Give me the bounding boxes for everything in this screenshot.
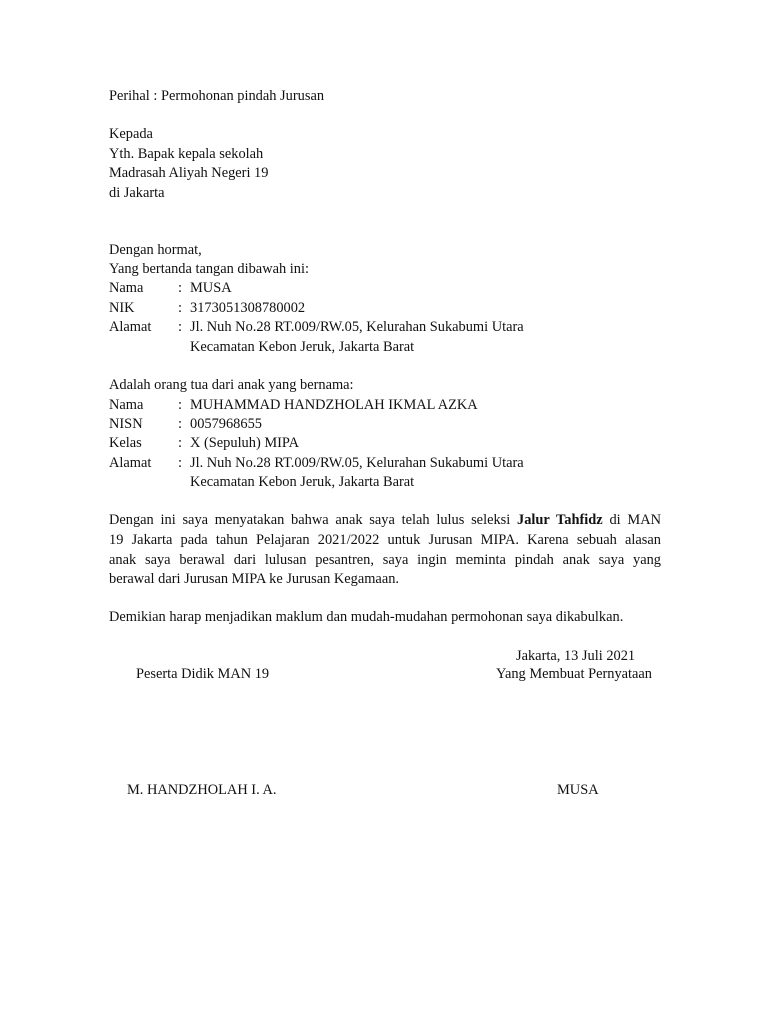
- child-kelas-value: X (Sepuluh) MIPA: [190, 435, 300, 451]
- recipient-kepada: Kepada: [109, 126, 153, 142]
- parent-nik-label: NIK: [109, 300, 135, 316]
- colon: :: [178, 416, 182, 432]
- parent-nama-label: Nama: [109, 280, 144, 296]
- child-alamat-line1: Jl. Nuh No.28 RT.009/RW.05, Kelurahan Sukabumi Utara: [190, 455, 524, 471]
- salutation: Dengan hormat,: [109, 242, 202, 258]
- body-paragraph: [109, 511, 661, 590]
- body-bold-jalur: Jalur Tahfidz: [517, 512, 603, 528]
- body-line-4: berawal dari Jurusan MIPA ke Jurusan Kegamaan.: [109, 571, 400, 588]
- child-nisn-label: NISN: [109, 416, 143, 432]
- child-alamat-line2: Kecamatan Kebon Jeruk, Jakarta Barat: [190, 474, 415, 490]
- colon: :: [178, 300, 182, 316]
- parent-alamat-line2: Kecamatan Kebon Jeruk, Jakarta Barat: [190, 339, 415, 355]
- signature-right-role: Yang Membuat Pernyataan: [496, 666, 653, 682]
- body-line-3: anak saya berawal dari lulusan pesantren, saya ingin meminta pindah anak saya yang: [109, 551, 661, 568]
- recipient-school: Madrasah Aliyah Negeri 19: [109, 165, 269, 181]
- colon: :: [178, 280, 182, 296]
- colon: :: [178, 397, 182, 413]
- recipient-city: di Jakarta: [109, 185, 165, 201]
- child-alamat-label: Alamat: [109, 455, 152, 471]
- child-nama-value: MUHAMMAD HANDZHOLAH IKMAL AZKA: [190, 397, 478, 413]
- child-nama-label: Nama: [109, 397, 144, 413]
- colon: :: [178, 435, 182, 451]
- parent-nama-value: MUSA: [190, 280, 232, 296]
- signature-left-name: M. HANDZHOLAH I. A.: [127, 782, 277, 798]
- body-line-1: [109, 511, 661, 531]
- signature-right-name: MUSA: [557, 782, 599, 798]
- child-kelas-label: Kelas: [109, 435, 142, 451]
- parent-alamat-label: Alamat: [109, 319, 152, 335]
- body-line-1-end: di MAN: [609, 512, 661, 528]
- date-place: Jakarta, 13 Juli 2021: [516, 648, 636, 664]
- child-nisn-value: 0057968655: [190, 416, 262, 432]
- parent-nik-value: 3173051308780002: [190, 300, 306, 316]
- closing-text: Demikian harap menjadikan maklum dan mudah-mudahan permohonan saya dikabulkan.: [109, 609, 624, 625]
- recipient-yth: Yth. Bapak kepala sekolah: [109, 146, 264, 162]
- signature-left-role: Peserta Didik MAN 19: [136, 666, 270, 682]
- parent-alamat-line1: Jl. Nuh No.28 RT.009/RW.05, Kelurahan Sukabumi Utara: [190, 319, 524, 335]
- intro-text: Yang bertanda tangan dibawah ini:: [109, 261, 309, 277]
- body-line-1-text: Dengan ini saya menyatakan bahwa anak saya telah lulus seleksi: [109, 512, 511, 528]
- child-intro: Adalah orang tua dari anak yang bernama:: [109, 377, 354, 393]
- colon: :: [178, 319, 182, 335]
- colon: :: [178, 455, 182, 471]
- subject-line: Perihal : Permohonan pindah Jurusan: [109, 88, 325, 104]
- body-line-2: 19 Jakarta pada tahun Pelajaran 2021/2022 untuk Jurusan MIPA. Karena sebuah alasan: [109, 531, 661, 548]
